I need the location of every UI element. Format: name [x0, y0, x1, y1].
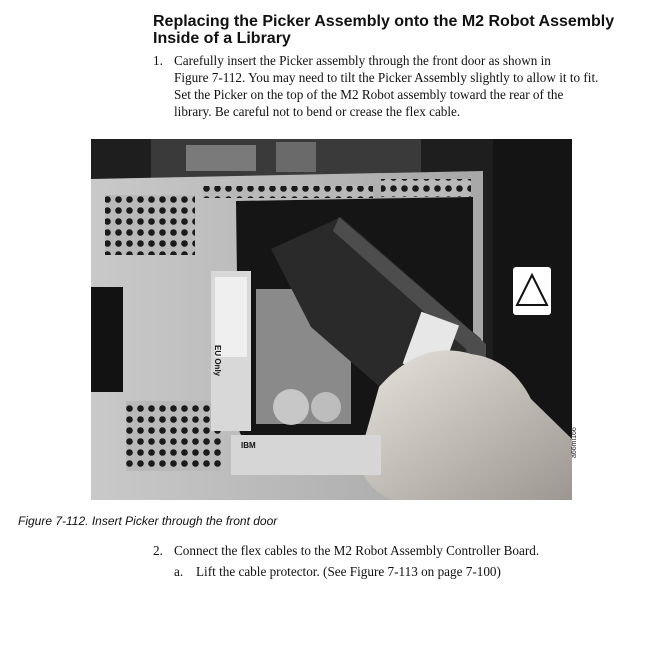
figure-id: a66mi166 [571, 427, 578, 458]
step-1-number: 1. [153, 53, 163, 68]
figure-caption: Figure 7-112. Insert Picker through the front door [18, 514, 278, 528]
step-1-line-2: Figure 7-112. You may need to tilt the Picker Assembly slightly to allow it to fit. [174, 70, 599, 85]
figure-photo [91, 139, 572, 500]
step-2 [153, 542, 649, 560]
section-heading [153, 13, 643, 47]
step-1-line-1: Carefully insert the Picker assembly through the front door as shown in [174, 53, 551, 68]
step-2-number: 2. [153, 543, 163, 558]
substep-a-text: Lift the cable protector. (See Figure 7-113 on page 7-100) [196, 564, 501, 579]
heading-line-1: Replacing the Picker Assembly onto the M2 Robot Assembly [153, 13, 615, 30]
step-1-line-4: library. Be careful not to bend or crease the flex cable. [174, 104, 461, 119]
step-1-text [174, 52, 649, 120]
warning-icon [513, 267, 551, 315]
ibm-label: IBM [241, 441, 256, 450]
substep-a [174, 563, 644, 581]
eu-only-label: EU Only [213, 345, 222, 377]
heading-line-2: Inside of a Library [153, 30, 291, 47]
step-1-line-3: Set the Picker on the top of the M2 Robot assembly toward the rear of the [174, 87, 564, 102]
substep-a-letter: a. [174, 564, 184, 579]
step-2-text: Connect the flex cables to the M2 Robot Assembly Controller Board. [174, 543, 540, 558]
